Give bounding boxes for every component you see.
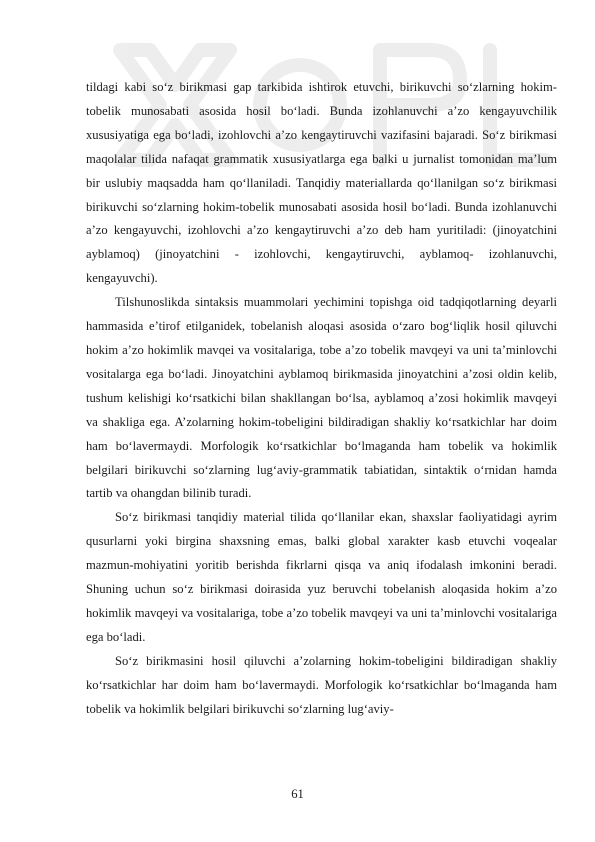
paragraph-critical-material: So‘z birikmasi tanqidiy material tilida qo‘llanilar ekan, shaxslar faoliyatidagi ayrim qusurlarni yoki birgina shaxsning emas, balki global xarakter kasb etuvchi voqealar mazmun-mohiyatini yoritib berishda fikrlarni qisqa va aniq ifodalash imkonini beradi. Shuning uchun so‘z birikmasi doirasida yuz beruvchi tobelanish aloqasida hokim a’zo hokimlik mavqeyi va vositalariga, tobe a’zo tobelik mavqeyi va uni ta’minlovchi vositalariga ega bo‘ladi. — [86, 510, 557, 644]
page-number: 61 — [291, 787, 304, 801]
paragraph-syntax-research: Tilshunoslikda sintaksis muammolari yechimini topishga oid tadqiqotlarning deyarli hammasida e’tirof etilganidek, tobelanish aloqasi asosida o‘zaro bog‘liqlik hosil qiluvchi hokim a’zo hokimlik mavqei va vositalariga, tobe a’zo tobelik mavqeyi va uni ta’minlovchi vositalarga ega bo‘ladi. Jinoyatchini ayblamoq birikmasida jinoyatchini a’zosi oldin kelib, tushum kelishigi ko‘rsatkichi bilan shakllangan bo‘lsa, ayblamoq a’zosi hokimlik mavqeyi va shakliga ega. A’zolarning hokim-tobeligini bildiradigan shakliy ko‘rsatkichlar har doim ham bo‘lavermaydi. Morfologik ko‘rsatkichlar bo‘lmaganda ham tobelik va hokimlik belgilari birikuvchi so‘zlarning lug‘aviy-grammatik tabiatidan, sintaktik o‘rnidan hamda tartib va ohangdan bilinib turadi. — [86, 295, 557, 501]
document-body — [86, 76, 557, 721]
paragraph-continuation: tildagi kabi so‘z birikmasi gap tarkibida ishtirok etuvchi, birikuvchi so‘zlarning hokim-tobelik munosabati asosida hosil bo‘ladi. Bunda izohlanuvchi a’zo kengayuvchilik xususiyatiga ega bo‘ladi, izohlovchi a’zo kengaytiruvchi vazifasini bajaradi. So‘z birikmasi maqolalar tilida nafaqat grammatik xususiyatlarga ega balki u jurnalist tomonidan ma’lum bir uslubiy maqsadda ham qo‘llaniladi. Tanqidiy materiallarda qo‘llanilgan so‘z birikmasi birikuvchi so‘zlarning hokim-tobelik munosabati asosida hosil bo‘ladi. Bunda izohlanuvchi a’zo kengayuvchi, izohlovchi a’zo kengaytiruvchi a’zo deb ham yuritiladi: (jinoyatchini ayblamoq) (jinoyatchini - izohlovchi, kengaytiruvchi, ayblamoq- izohlanuvchi, kengayuvchi). — [86, 80, 557, 286]
paragraph-formal-indicators: So‘z birikmasini hosil qiluvchi a’zolarning hokim-tobeligini bildiradigan shakliy ko‘rsatkichlar har doim ham bo‘lavermaydi. Morfologik ko‘rsatkichlar bo‘lmaganda ham tobelik va hokimlik belgilari birikuvchi so‘zlarning lug‘aviy- — [86, 653, 557, 716]
